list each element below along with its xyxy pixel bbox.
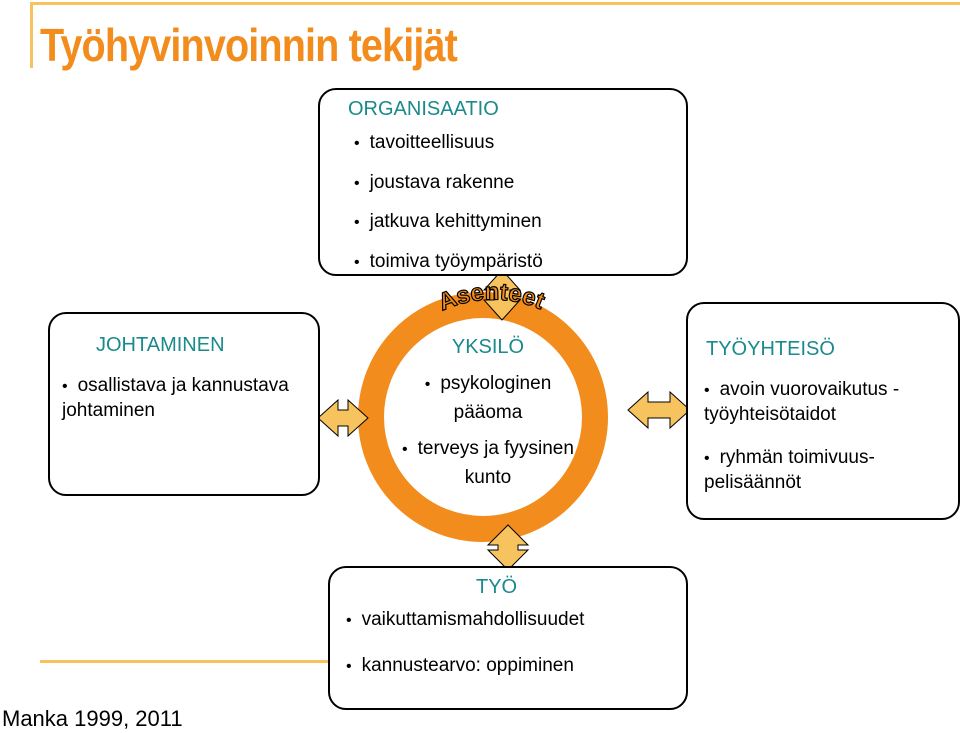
management-heading: JOHTAMINEN bbox=[96, 334, 225, 356]
organisation-item: • tavoitteellisuus bbox=[354, 131, 686, 156]
community-box bbox=[686, 302, 960, 520]
management-item: • osallistava ja kannustava johtaminen bbox=[62, 374, 317, 423]
organisation-box bbox=[318, 88, 688, 276]
individual-item: • psykologinen pääoma bbox=[408, 369, 568, 428]
arrow-community bbox=[628, 392, 690, 428]
organisation-item: • jatkuva kehittyminen bbox=[354, 210, 686, 235]
individual-item: • terveys ja fyysinen kunto bbox=[388, 434, 588, 493]
organisation-heading: ORGANISAATIO bbox=[348, 98, 499, 120]
page-title: Työhyvinvoinnin tekijät bbox=[40, 19, 457, 71]
work-box bbox=[328, 566, 688, 710]
work-item: • kannustearvo: oppiminen bbox=[346, 654, 574, 679]
attitudes-label: Asenteet bbox=[434, 278, 549, 317]
work-item: • vaikuttamismahdollisuudet bbox=[346, 608, 584, 633]
individual-heading: YKSILÖ bbox=[451, 336, 525, 358]
community-heading: TYÖYHTEISÖ bbox=[706, 338, 835, 360]
work-heading: TYÖ bbox=[476, 576, 518, 598]
community-item: • ryhmän toimivuus-pelisäännöt bbox=[704, 446, 944, 495]
source-citation: Manka 1999, 2011 bbox=[2, 706, 183, 731]
organisation-item: • joustava rakenne bbox=[354, 171, 686, 196]
individual-block bbox=[408, 336, 574, 493]
organisation-item: • toimiva työympäristö bbox=[354, 250, 686, 275]
management-box bbox=[48, 312, 320, 496]
community-item: • avoin vuorovaikutus - työyhteisötaidot bbox=[704, 378, 956, 427]
